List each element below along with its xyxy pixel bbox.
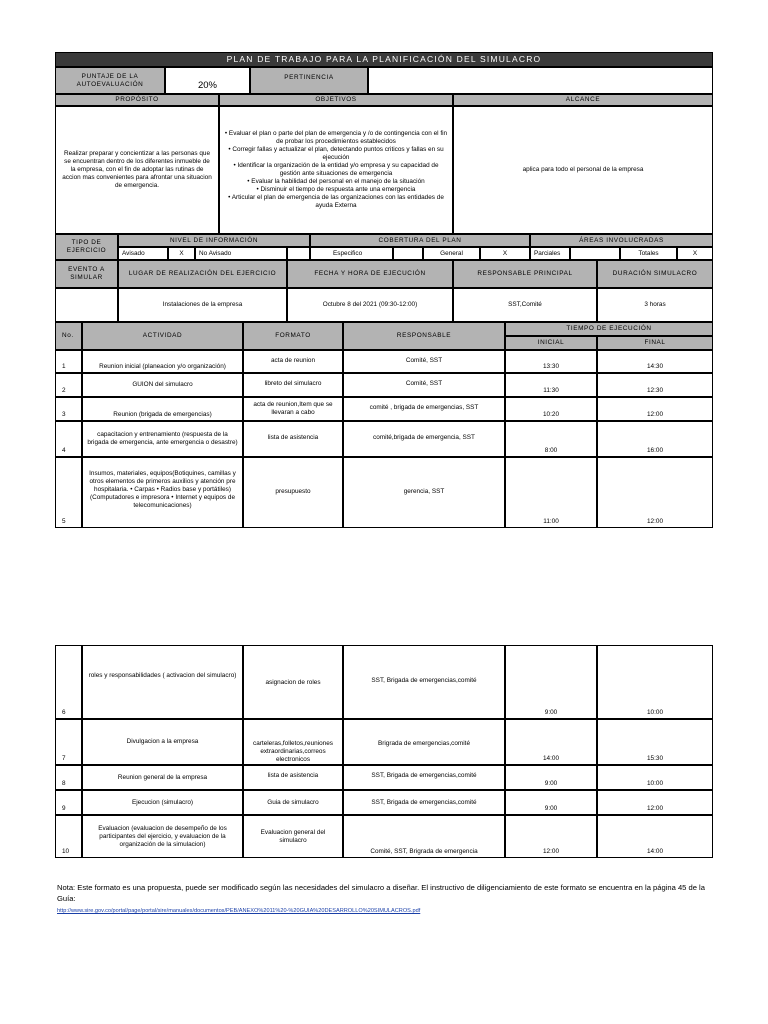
row-inicial: 9:00 [505,645,597,719]
row-formato: asignacion de roles [243,645,343,719]
row-actividad: Reunion inicial (planeacion y/o organización) [82,350,243,373]
formato-label: FORMATO [243,322,343,350]
row-actividad: Insumos, materiales, equipos(Botiquines, camillas y otros elementos de primeros auxilios y atención pre hospitalaria. • Carpas • Radios base y portátiles)(Computadores e impresora • Internet y equipos de telecomunicaciones) [82,457,243,528]
lugar-value: Instalaciones de la empresa [118,288,287,322]
parciales-mark [570,247,620,260]
row-responsable: SST, Brigada de emergencias,comité [343,765,505,790]
row-number: 4 [55,421,82,457]
row-number: 7 [55,719,82,765]
parciales-label: Parciales [530,247,570,260]
row-inicial: 11:00 [505,457,597,528]
no-label: No. [55,322,82,350]
row-actividad: Evaluacion (evaluacion de desempeño de los participantes del ejercicio, y evaluacion de la organización de la simulacion) [82,815,243,858]
guide-link[interactable]: http://www.sire.gov.co/portal/page/portal/sire/manuales/documentos/PEB/ANEXO%2011%20-%20GUIA%20DESARROLLO%20SIMULACROS.pdf [57,908,421,914]
inicial-label: INICIAL [505,336,597,350]
row-inicial: 8:00 [505,421,597,457]
objetivo-item: • Evaluar el plan o parte del plan de emergencia y /o de contingencia con el fin de probar los procedimientos establecidos [224,130,448,145]
row-final: 10:00 [597,645,713,719]
row-responsable: SST, Brigada de emergencias,comité [343,645,505,719]
row-formato: acta de reunion [243,350,343,373]
row-inicial: 9:00 [505,790,597,815]
objetivo-item: • Evaluar la habilidad del personal en el manejo de la situación [247,178,425,185]
row-formato: carteleras,folletos,reuniones extraordinarias,correos electronicos [243,719,343,765]
responsable-label: RESPONSABLE [343,322,505,350]
row-actividad: Ejecucion (simulacro) [82,790,243,815]
row-number: 9 [55,790,82,815]
puntaje-value: 20% [165,67,250,94]
row-formato: presupuesto [243,457,343,528]
row-responsable: Brigrada de emergencias,comité [343,719,505,765]
row-inicial: 12:00 [505,815,597,858]
nivel-informacion-label: NIVEL DE INFORMACIÓN [118,234,310,247]
row-responsable: Comité, SST [343,373,505,397]
no-avisado-mark [287,247,310,260]
row-formato: lista de asistencia [243,765,343,790]
objetivo-item: • Identificar la organización de la entidad y/o empresa y su capacidad de gestión ante situaciones de emergencia [233,162,439,177]
general-label: General [423,247,480,260]
row-actividad: GUION del simulacro [82,373,243,397]
duracion-label: DURACIÓN SIMULACRO [597,260,713,288]
objetivos-label: OBJETIVOS [219,94,453,106]
row-final: 16:00 [597,421,713,457]
row-actividad: roles y responsabilidades ( activacion del simulacro) [82,645,243,719]
no-avisado-label: No Avisado [195,247,287,260]
evento-simular-value [55,288,118,322]
row-final: 12:30 [597,373,713,397]
avisado-label: Avisado [118,247,168,260]
row-inicial: 11:30 [505,373,597,397]
row-actividad: Reunion (brigada de emergencias) [82,397,243,421]
row-final: 14:30 [597,350,713,373]
row-number: 8 [55,765,82,790]
row-final: 12:00 [597,457,713,528]
responsable-principal-label: RESPONSABLE PRINCIPAL [453,260,597,288]
puntaje-label: PUNTAJE DE LA AUTOEVALUACIÓN [55,67,165,94]
pertinencia-label: PERTINENCIA [250,67,368,94]
row-formato: Evaluacion general del simulacro [243,815,343,858]
row-final: 10:00 [597,765,713,790]
totales-label: Totales [620,247,677,260]
evento-simular-label: EVENTO A SIMULAR [55,260,118,288]
objetivos-list [219,106,453,234]
objetivo-item: • Disminuir el tiempo de respuesta ante una emergencia [256,186,416,193]
row-inicial: 9:00 [505,765,597,790]
row-inicial: 13:30 [505,350,597,373]
row-responsable: comité,brigada de emergencia, SST [343,421,505,457]
pertinencia-value [368,67,713,94]
row-final: 12:00 [597,790,713,815]
fecha-label: FECHA Y HORA DE EJECUCIÓN [287,260,453,288]
alcance-label: ALCANCE [453,94,713,106]
cobertura-plan-label: COBERTURA DEL PLAN [310,234,530,247]
tipo-ejercicio-label: TIPO DE EJERCICIO [55,234,118,260]
especifico-label: Especifico [310,247,393,260]
row-formato: libreto del simulacro [243,373,343,397]
proposito-label: PROPÓSITO [55,94,219,106]
general-mark: X [480,247,530,260]
row-final: 12:00 [597,397,713,421]
especifico-mark [393,247,423,260]
row-number: 2 [55,373,82,397]
row-actividad: capacitacion y entrenamiento (respuesta de la brigada de emergencia, ante emergencia o desastre) [82,421,243,457]
row-inicial: 10:20 [505,397,597,421]
footer-note: Nota: Este formato es una propuesta, puede ser modificado según las necesidades del simulacro a diseñar. El instructivo de diligenciamiento de este formato se encuentra en la página 45 de la Guía: [57,883,705,903]
objetivo-item: • Articular el plan de emergencia de las organizaciones con las entidades de ayuda Externa [228,194,444,209]
row-responsable: comité , brigada de emergencias, SST [343,397,505,421]
row-number: 5 [55,457,82,528]
row-actividad: Divulgacion a la empresa [82,719,243,765]
row-actividad: Reunion general de la empresa [82,765,243,790]
row-inicial: 14:00 [505,719,597,765]
proposito-text: Realizar preparar y concientizar a las personas que se encuentran dentro de los diferentes inmueble de la empresa, con el fin de adoptar las rutinas de accion mas convenientes para afrontar una situacion de emergencia. [55,106,219,234]
tiempo-ejecucion-label: TIEMPO DE EJECUCIÓN [505,322,713,336]
row-responsable: Comité, SST, Brigrada de emergencia [343,815,505,858]
responsable-principal-value: SST,Comité [453,288,597,322]
row-responsable: SST, Brigada de emergencias,comité [343,790,505,815]
row-responsable: Comité, SST [343,350,505,373]
plan-title: PLAN DE TRABAJO PARA LA PLANIFICACIÓN DEL SIMULACRO [55,52,713,67]
row-final: 15:30 [597,719,713,765]
lugar-label: LUGAR DE REALIZACIÓN DEL EJERCICIO [118,260,287,288]
fecha-value: Octubre 8 del 2021 (09:30-12:00) [287,288,453,322]
row-number: 10 [55,815,82,858]
row-number: 3 [55,397,82,421]
totales-mark: X [677,247,713,260]
areas-involucradas-label: ÁREAS INVOLUCRADAS [530,234,713,247]
row-final: 14:00 [597,815,713,858]
row-responsable: gerencia, SST [343,457,505,528]
duracion-value: 3 horas [597,288,713,322]
row-number: 6 [55,645,82,719]
objetivo-item: • Corregir fallas y actualizar el plan, detectando puntos criticos y fallas en su ejecución [228,146,444,161]
alcance-text: aplica para todo el personal de la empresa [453,106,713,234]
row-number: 1 [55,350,82,373]
row-formato: acta de reunion,Item que se llevaran a cabo [243,397,343,421]
actividad-label: ACTIVIDAD [82,322,243,350]
final-label: FINAL [597,336,713,350]
avisado-mark: X [168,247,195,260]
row-formato: Guia de simulacro [243,790,343,815]
row-formato: lista de asistencia [243,421,343,457]
